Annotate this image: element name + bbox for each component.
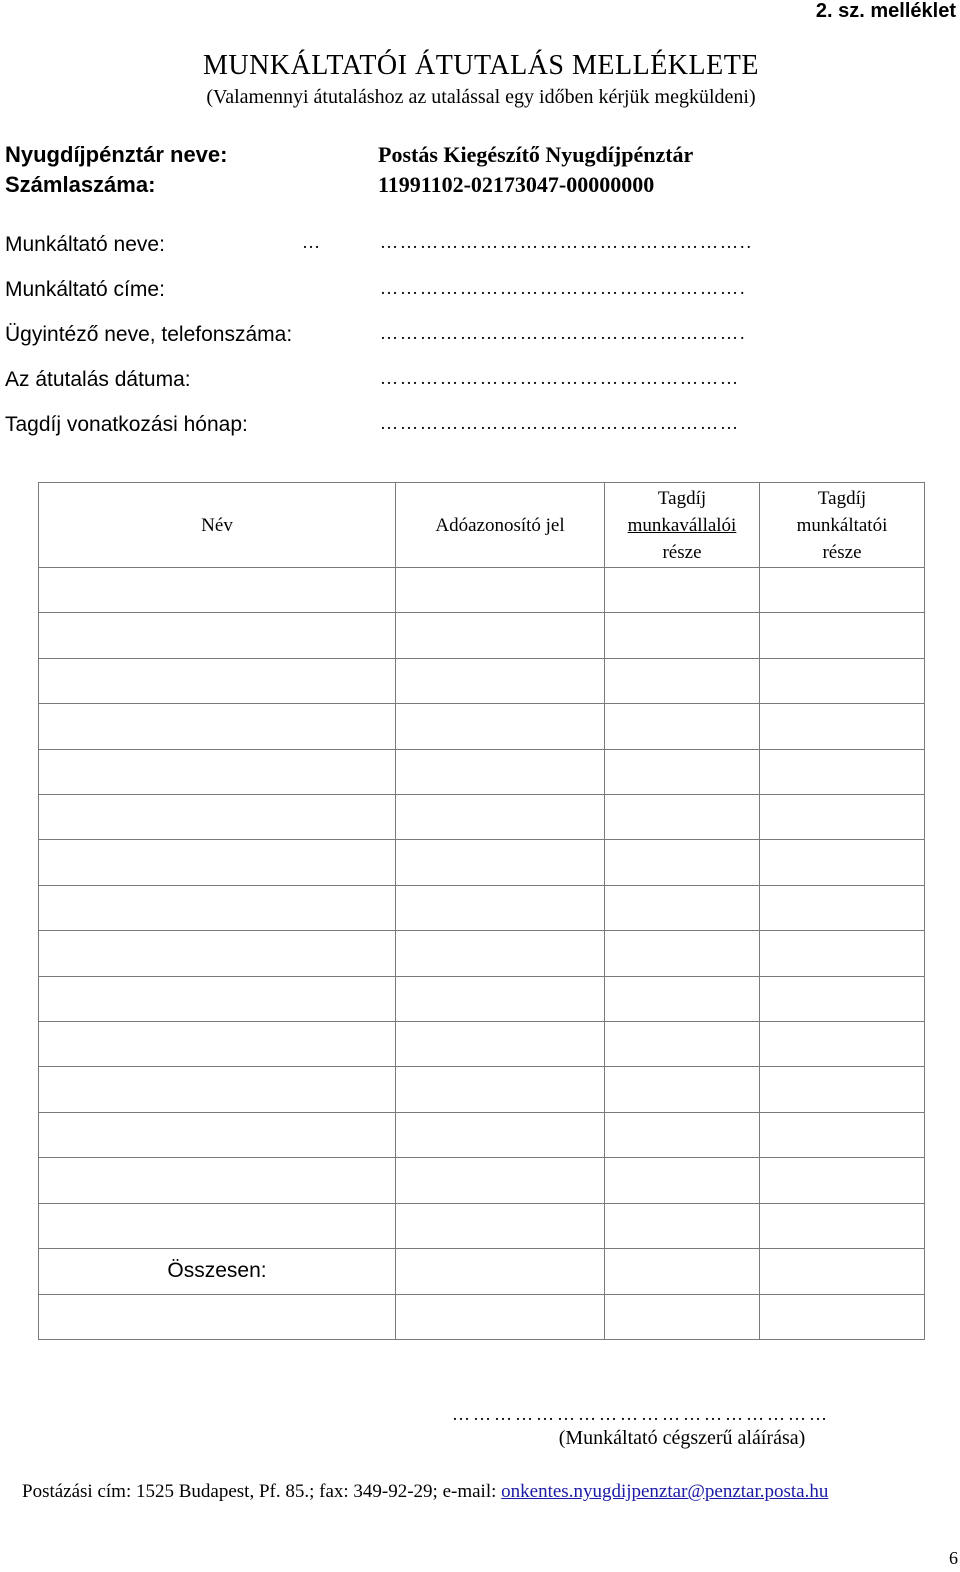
table-row	[39, 885, 925, 930]
table-cell[interactable]	[760, 704, 925, 749]
table-cell[interactable]	[605, 658, 760, 703]
header-employee-line1: Tagdíj	[657, 487, 707, 509]
table-cell[interactable]	[39, 976, 396, 1021]
table-cell[interactable]	[396, 1203, 605, 1248]
table-cell[interactable]	[396, 1249, 605, 1294]
table-cell[interactable]	[605, 1067, 760, 1112]
fund-name-value: Postás Kiegészítő Nyugdíjpénztár	[378, 142, 694, 167]
table-cell[interactable]	[396, 931, 605, 976]
table-cell[interactable]	[39, 1158, 396, 1203]
table-row	[39, 976, 925, 1021]
table-cell[interactable]	[39, 1112, 396, 1157]
employer-name-label: Munkáltató neve:	[5, 233, 165, 256]
table-row	[39, 1249, 925, 1294]
table-row	[39, 840, 925, 885]
table-row	[39, 795, 925, 840]
table-row	[39, 613, 925, 658]
page-number: 6	[949, 1548, 958, 1568]
table-header-row	[39, 483, 925, 568]
reference-month-field[interactable]: ………………………………………………	[380, 413, 740, 433]
table-row	[39, 1294, 925, 1340]
table-cell[interactable]	[396, 1112, 605, 1157]
administrator-field[interactable]: ……………………………………………….	[380, 323, 747, 343]
table-cell[interactable]	[39, 931, 396, 976]
header-name: Név	[39, 483, 396, 568]
table-cell[interactable]	[39, 658, 396, 703]
header-employee-line2: munkavállalói	[627, 514, 737, 536]
table-cell[interactable]	[760, 885, 925, 930]
transfer-date-label: Az átutalás dátuma:	[5, 368, 191, 391]
table-row	[39, 658, 925, 703]
total-label: Összesen:	[39, 1249, 396, 1294]
table-row	[39, 1203, 925, 1248]
table-cell[interactable]	[760, 1203, 925, 1248]
table-cell[interactable]	[605, 1294, 760, 1340]
employer-address-label: Munkáltató címe:	[5, 278, 165, 301]
table-cell[interactable]	[760, 613, 925, 658]
header-employee-contribution	[605, 483, 760, 568]
table-cell[interactable]	[760, 749, 925, 794]
table-cell[interactable]	[760, 1158, 925, 1203]
signature-caption: (Munkáltató cégszerű aláírása)	[558, 1427, 806, 1449]
table-cell[interactable]	[39, 885, 396, 930]
table-cell[interactable]	[396, 795, 605, 840]
table-cell[interactable]	[396, 658, 605, 703]
postal-address: Postázási cím: 1525 Budapest, Pf. 85.; fax: 349-92-29; e-mail:	[22, 1481, 502, 1502]
table-cell[interactable]	[605, 1249, 760, 1294]
table-cell[interactable]	[396, 1067, 605, 1112]
table-cell[interactable]	[605, 976, 760, 1021]
header-employer-line2: munkáltatói	[796, 514, 888, 536]
table-cell[interactable]	[39, 1067, 396, 1112]
table-cell[interactable]	[605, 613, 760, 658]
employer-address-field[interactable]: ……………………………………………….	[380, 278, 747, 298]
transfer-date-field[interactable]: ………………………………………………	[380, 368, 740, 388]
postal-footer	[22, 1481, 828, 1503]
employer-name-ellipsis: …	[302, 232, 320, 252]
table-row	[39, 1112, 925, 1157]
table-cell[interactable]	[605, 931, 760, 976]
table-cell[interactable]	[396, 749, 605, 794]
table-row	[39, 704, 925, 749]
table-row	[39, 1067, 925, 1112]
table-cell[interactable]	[605, 795, 760, 840]
page-subtitle: (Valamennyi átutaláshoz az utalással egy időben kérjük megküldeni)	[206, 86, 756, 108]
header-employee-line3: része	[662, 541, 702, 563]
table-cell[interactable]	[39, 704, 396, 749]
table-cell[interactable]	[760, 976, 925, 1021]
page-title: MUNKÁLTATÓI ÁTUTALÁS MELLÉKLETE	[203, 50, 759, 81]
table-cell[interactable]	[39, 1022, 396, 1067]
table-cell[interactable]	[605, 1158, 760, 1203]
table-cell[interactable]	[605, 885, 760, 930]
table-cell[interactable]	[396, 1022, 605, 1067]
table-cell[interactable]	[396, 976, 605, 1021]
table-cell[interactable]	[39, 1203, 396, 1248]
table-cell[interactable]	[396, 1294, 605, 1340]
signature-line[interactable]: ………………………………………………	[452, 1404, 830, 1424]
table-cell[interactable]	[39, 568, 396, 613]
table-cell[interactable]	[39, 1294, 396, 1340]
table-cell[interactable]	[605, 1203, 760, 1248]
table-cell[interactable]	[605, 568, 760, 613]
table-cell[interactable]	[39, 795, 396, 840]
table-cell[interactable]	[760, 1067, 925, 1112]
table-cell[interactable]	[396, 1158, 605, 1203]
table-cell[interactable]	[39, 749, 396, 794]
table-cell[interactable]	[760, 1022, 925, 1067]
table-cell[interactable]	[39, 840, 396, 885]
table-cell[interactable]	[760, 658, 925, 703]
table-cell[interactable]	[760, 1294, 925, 1340]
table-cell[interactable]	[760, 568, 925, 613]
table-cell[interactable]	[39, 613, 396, 658]
table-row	[39, 568, 925, 613]
table-row	[39, 931, 925, 976]
fund-name-label: Nyugdíjpénztár neve:	[5, 142, 228, 167]
table-cell[interactable]	[605, 1112, 760, 1157]
table-cell[interactable]	[396, 568, 605, 613]
administrator-label: Ügyintéző neve, telefonszáma:	[5, 323, 293, 346]
table-row	[39, 1022, 925, 1067]
table-cell[interactable]	[760, 1249, 925, 1294]
table-cell[interactable]	[760, 1112, 925, 1157]
table-cell[interactable]	[605, 704, 760, 749]
header-tax-id: Adóazonosító jel	[396, 483, 605, 568]
table-cell[interactable]	[396, 613, 605, 658]
header-employer-line3: része	[822, 541, 862, 563]
table-cell[interactable]	[396, 704, 605, 749]
table-cell[interactable]	[760, 931, 925, 976]
table-row	[39, 1158, 925, 1203]
table-cell[interactable]	[396, 840, 605, 885]
account-number-value: 11991102-02173047-00000000	[378, 172, 655, 197]
reference-month-label: Tagdíj vonatkozási hónap:	[5, 413, 248, 436]
table-cell[interactable]	[760, 795, 925, 840]
table-body	[39, 568, 925, 1340]
header-employer-contribution	[760, 483, 925, 568]
table-cell[interactable]	[605, 1022, 760, 1067]
employer-name-field[interactable]: ………………………………………………..	[380, 232, 753, 252]
table-cell[interactable]	[760, 840, 925, 885]
account-number-label: Számlaszáma:	[5, 172, 156, 197]
table-row	[39, 749, 925, 794]
annex-label: 2. sz. melléklet	[815, 0, 956, 22]
table-cell[interactable]	[396, 885, 605, 930]
contribution-table	[38, 482, 925, 1340]
email-link[interactable]: onkentes.nyugdijpenztar@penztar.posta.hu	[501, 1481, 829, 1502]
table-cell[interactable]	[605, 749, 760, 794]
table-cell[interactable]	[605, 840, 760, 885]
header-employer-line1: Tagdíj	[817, 487, 867, 509]
